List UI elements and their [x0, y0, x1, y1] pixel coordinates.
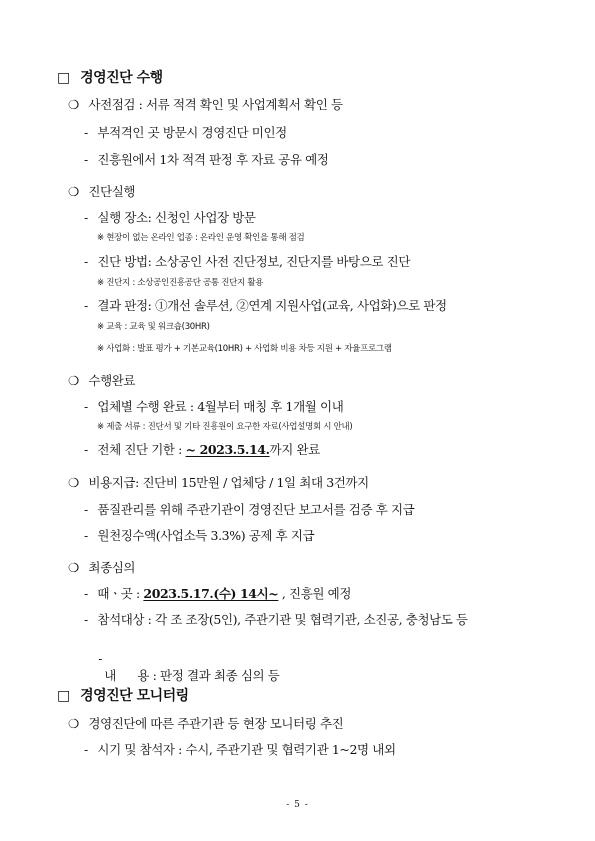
- deadline-date: ~ 2023.5.14.: [185, 442, 270, 457]
- sub-item: [84, 123, 287, 141]
- sub-item-text: 내 용 : 판정 결과 최종 심의 등: [104, 668, 280, 683]
- circle-bullet-icon: ❍: [68, 373, 79, 388]
- item-text: 진단실행: [88, 184, 136, 199]
- dash-bullet: -: [84, 125, 88, 140]
- list-item: [68, 473, 369, 491]
- note-text: ※ 제출 서류 : 진단서 및 기타 진흥원이 요구한 자료(사업설명회 시 안내): [97, 422, 353, 432]
- sub-item: [84, 500, 414, 518]
- sub-item-text: 부적격인 곳 방문시 경영진단 미인정: [97, 125, 287, 140]
- sub-item-text: 진단 방법: 소상공인 사전 진단정보, 진단지를 바탕으로 진단: [97, 254, 411, 269]
- sub-item-text: 결과 판정: ①개선 솔루션, ②연계 지원사업(교육, 사업화)으로 판정: [97, 298, 447, 313]
- square-bullet-icon: □: [57, 70, 70, 86]
- sub-item-text: 원천징수액(사업소득 3.3%) 공제 후 지급: [97, 528, 315, 543]
- sub-item-text: 전체 진단 기한 :: [97, 442, 186, 457]
- dash-bullet: -: [84, 742, 88, 757]
- item-text: 최종심의: [88, 560, 136, 575]
- note-text: ※ 현장이 없는 온라인 업종 : 온라인 운영 확인을 통해 점검: [97, 233, 305, 243]
- item-text: 비용지급: 진단비 15만원 / 업체당 / 1일 최대 3건까지: [88, 475, 369, 490]
- sub-item-text-tail: , 진흥원 예정: [278, 586, 351, 601]
- section-title: 경영진단 수행: [80, 70, 163, 86]
- circle-bullet-icon: ❍: [68, 716, 79, 731]
- note-text: ※ 사업화 : 발표 평가 + 기본교육(10HR) + 사업화 비용 차등 지원 + 자율프로그램: [97, 344, 392, 354]
- list-item: [68, 95, 343, 113]
- dash-bullet: -: [84, 399, 88, 414]
- sub-item: [84, 252, 410, 270]
- dash-bullet: -: [84, 298, 88, 313]
- note-text: ※ 교육 : 교육 및 워크숍(30HR): [97, 322, 210, 332]
- sub-item: [84, 526, 314, 544]
- item-text: 수행완료: [88, 373, 136, 388]
- dash-bullet: -: [84, 612, 88, 627]
- sub-item: [84, 397, 343, 415]
- section-heading: [57, 685, 189, 705]
- list-item: [68, 182, 135, 200]
- note-text: ※ 진단지 : 소상공인진흥공단 공통 진단지 활용: [97, 278, 264, 288]
- square-bullet-icon: □: [57, 688, 70, 704]
- review-date: 2023.5.17.(수) 14시~: [143, 586, 279, 601]
- dash-bullet: -: [84, 254, 88, 269]
- sub-item-text: 때ㆍ곳 :: [97, 586, 144, 601]
- page-number: - 5 -: [286, 800, 309, 810]
- dash-bullet: -: [84, 210, 88, 225]
- dash-bullet: -: [84, 442, 88, 457]
- circle-bullet-icon: ❍: [68, 97, 79, 112]
- list-item: [68, 371, 135, 389]
- sub-item-text: 진흥원에서 1차 적격 판정 후 자료 공유 예정: [97, 152, 329, 167]
- sub-item: [84, 208, 256, 226]
- sub-item: [84, 440, 320, 458]
- circle-bullet-icon: ❍: [68, 560, 79, 575]
- section-heading: [57, 67, 163, 87]
- dash-bullet: -: [84, 152, 88, 167]
- item-text: 사전점검 : 서류 적격 확인 및 사업계획서 확인 등: [88, 97, 343, 112]
- sub-item: [84, 584, 351, 602]
- sub-item-text: 시기 및 참석자 : 수시, 주관기관 및 협력기관 1~2명 내외: [97, 742, 396, 757]
- sub-item-text: 실행 장소: 신청인 사업장 방문: [97, 210, 256, 225]
- sub-item: [84, 296, 447, 314]
- dash-bullet: -: [84, 586, 88, 601]
- list-item: [68, 558, 135, 576]
- list-item: [68, 714, 343, 732]
- circle-bullet-icon: ❍: [68, 475, 79, 490]
- section-title: 경영진단 모니터링: [80, 688, 189, 704]
- sub-item-text-tail: 까지 완료: [269, 442, 320, 457]
- sub-item-text: 품질관리를 위해 주관기관이 경영진단 보고서를 검증 후 지급: [97, 502, 415, 517]
- sub-item: [84, 610, 468, 628]
- dash-bullet: -: [98, 651, 103, 666]
- sub-item-text: 참석대상 : 각 조 조장(5인), 주관기관 및 협력기관, 소진공, 충청남도 등: [97, 612, 468, 627]
- dash-bullet: -: [84, 502, 88, 517]
- dash-bullet: -: [84, 528, 88, 543]
- circle-bullet-icon: ❍: [68, 184, 79, 199]
- sub-item-text: 업체별 수행 완료 : 4월부터 매칭 후 1개월 이내: [97, 399, 344, 414]
- item-text: 경영진단에 따른 주관기관 등 현장 모니터링 추진: [88, 716, 344, 731]
- sub-item: [84, 150, 328, 168]
- sub-item: [84, 740, 396, 758]
